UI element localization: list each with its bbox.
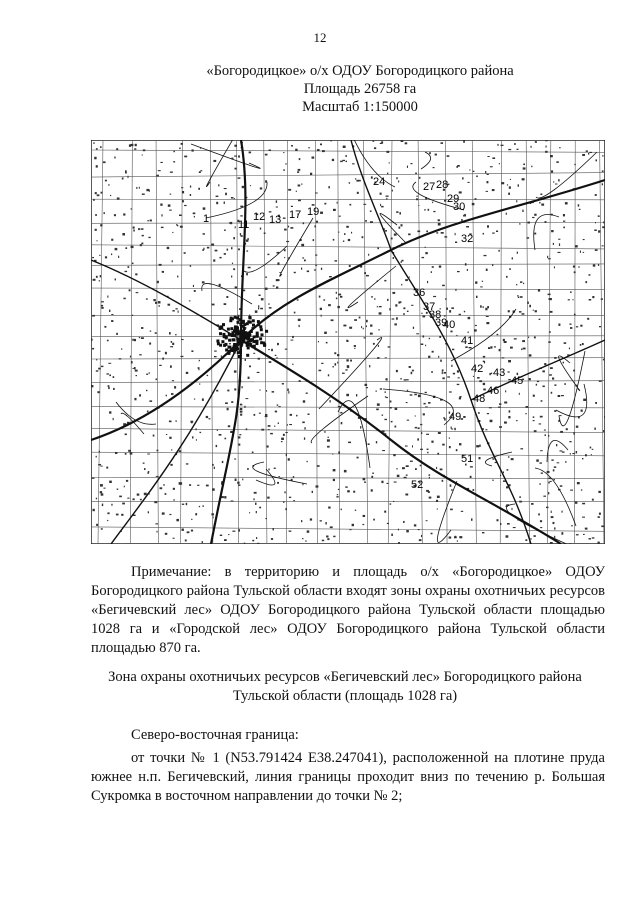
map-point-label: 24	[373, 176, 386, 188]
map-point-label: 29	[447, 193, 460, 205]
note-text: Примечание: в территорию и площадь о/х «Богородицкое» ОДОУ Богородицкого района Тульской области входят зоны охраны охотничьих ресурсов «Бегичевский лес» ОДОУ Богородицкого района Тульской области площадью 1028 га и «Городской лес» ОДОУ Богородицкого района Тульской области площадью 870 га.	[91, 564, 605, 656]
map-note	[91, 563, 605, 658]
zone-title	[80, 668, 610, 706]
map-point-label: 1	[203, 213, 210, 225]
boundary-description	[91, 726, 605, 806]
map-point-label: 39	[435, 317, 448, 329]
map-point-label: 42	[471, 363, 484, 375]
map-point-label: 38	[429, 309, 442, 321]
map-point-label: 13	[269, 214, 282, 226]
document-header	[150, 62, 570, 116]
map-point-label: 36	[413, 287, 426, 299]
map-point-label: 19	[307, 206, 320, 218]
zone-title-line1: Зона охраны охотничьих ресурсов «Бегичевский лес» Богородицкого района	[108, 669, 582, 685]
map-point-label: 52	[411, 479, 424, 491]
header-scale: Масштаб 1:150000	[302, 99, 418, 115]
hunting-ground-map	[91, 140, 605, 544]
page-number: 12	[313, 30, 327, 45]
map-point-label: 48	[473, 393, 486, 405]
map-point-label: 30	[453, 201, 466, 213]
map-image	[91, 140, 605, 544]
map-point-label: 37	[423, 301, 436, 313]
map-point-label: 41	[461, 335, 474, 347]
header-title: «Богородицкое» о/х ОДОУ Богородицкого района	[206, 63, 514, 79]
map-point-label: 28	[436, 179, 449, 191]
map-point-label: 11	[238, 219, 250, 231]
zone-title-line2: Тульской области (площадь 1028 га)	[232, 688, 458, 704]
map-point-label: 46	[487, 385, 500, 397]
map-point-label: 51	[461, 453, 474, 465]
map-point-label: 12	[253, 211, 266, 223]
boundary-paragraph: от точки № 1 (N53.791424 E38.247041), расположенной на плотине пруда южнее н.п. Бегичевский, линия границы проходит вниз по течению р. Большая Сукромка в восточном направлении до точки № 2;	[91, 750, 605, 804]
header-area: Площадь 26758 га	[303, 81, 417, 97]
map-point-label: 17	[289, 209, 302, 221]
map-point-label: 32	[461, 233, 474, 245]
boundary-heading: Северо-восточная граница:	[131, 727, 299, 743]
map-point-label: 43	[493, 367, 506, 379]
map-point-label: 27	[423, 181, 436, 193]
map-point-label: 45	[511, 375, 524, 387]
map-point-label: 40	[443, 319, 456, 331]
map-point-label: 49	[449, 411, 462, 423]
